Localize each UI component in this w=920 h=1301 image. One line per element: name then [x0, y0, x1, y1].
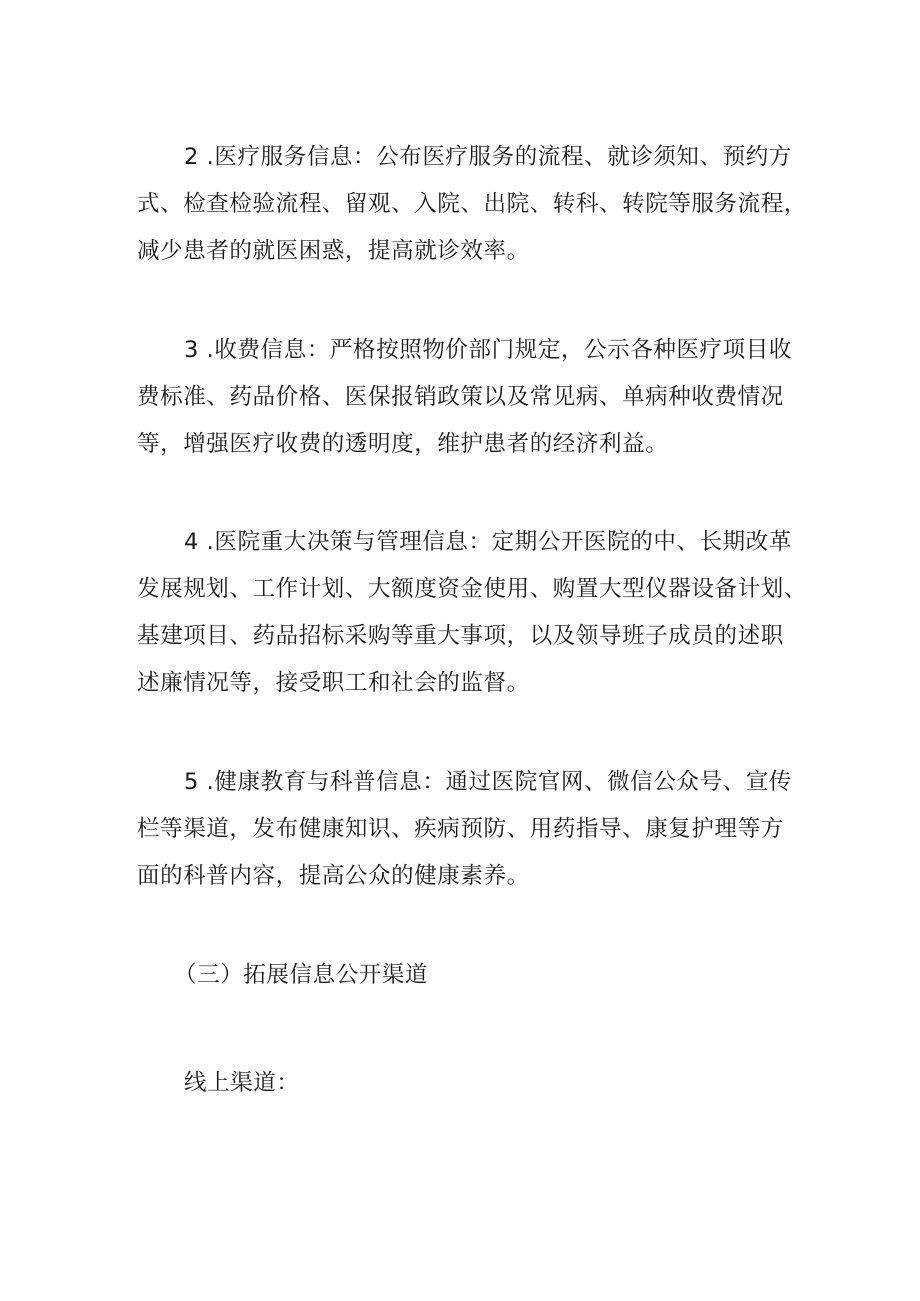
paragraph-major-decisions-info	[137, 519, 807, 707]
paragraph-line: 述廉情况等，接受职工和社会的监督。	[137, 670, 530, 696]
paragraph-line: 栏等渠道，发布健康知识、疾病预防、用药指导、康复护理等方	[137, 816, 784, 842]
paragraph-line: 基建项目、药品招标采购等重大事项，以及领导班子成员的述职	[137, 623, 784, 649]
paragraph-health-education-info	[137, 759, 797, 900]
paragraph-fee-info	[137, 327, 797, 468]
paragraph-line: 式、检查检验流程、留观、入院、出院、转科、转院等服务流程，	[137, 191, 807, 217]
paragraph-line: 5 .健康教育与科普信息：通过医院官网、微信公众号、宣传	[184, 769, 792, 795]
section-heading: （三）拓展信息公开渠道	[174, 962, 429, 988]
paragraph-line: 面的科普内容，提高公众的健康素养。	[137, 863, 530, 889]
paragraph-line: 发展规划、工作计划、大额度资金使用、购置大型仪器设备计划、	[137, 576, 807, 602]
paragraph-line: 等，增强医疗收费的透明度，维护患者的经济利益。	[137, 431, 669, 457]
paragraph-line: 3 .收费信息：严格按照物价部门规定，公示各种医疗项目收	[184, 337, 792, 363]
paragraph-line: 4 .医院重大决策与管理信息：定期公开医院的中、长期改革	[184, 529, 792, 555]
paragraph-line: 费标准、药品价格、医保报销政策以及常见病、单病种收费情况	[137, 384, 784, 410]
paragraph-medical-service-info	[137, 134, 807, 275]
paragraph-line: 减少患者的就医困惑，提高就诊效率。	[137, 238, 530, 264]
paragraph-line: 2 .医疗服务信息：公布医疗服务的流程、就诊须知、预约方	[184, 144, 792, 170]
online-channels-heading: 线上渠道：	[184, 1070, 300, 1096]
